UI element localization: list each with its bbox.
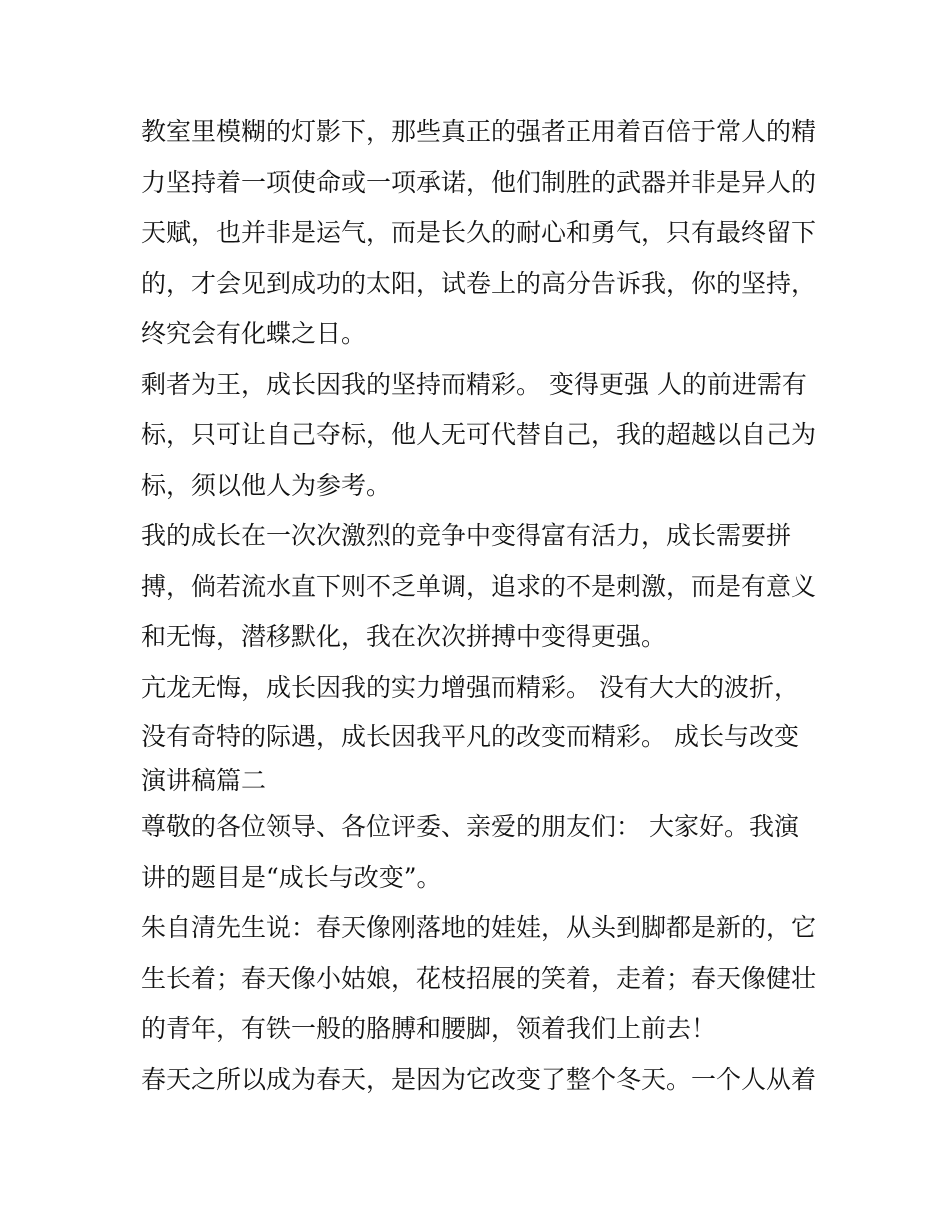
- text-line: 标，须以他人为参考。: [141, 470, 392, 500]
- text-line: 讲的题目是“成长与改变”。: [141, 862, 442, 892]
- text-line: 演讲稿篇二: [141, 766, 267, 795]
- text-line: 力坚持着一项使命或一项承诺，他们制胜的武器并非是异人的: [141, 167, 817, 197]
- text-line: 标，只可让自己夺标，他人无可代替自己，我的超越以自己为: [141, 420, 817, 449]
- text-line: 终究会有化蝶之日。: [141, 319, 367, 348]
- text-line: 生长着；春天像小姑娘，花枝招展的笑着，走着；春天像健壮: [141, 963, 817, 993]
- document-body: [141, 107, 821, 1105]
- text-line: 我的成长在一次次激烈的竞争中变得富有活力，成长需要拼: [141, 521, 792, 550]
- text-line: 尊敬的各位领导、各位评委、亲爱的朋友们： 大家好。我演: [141, 812, 799, 841]
- text-line: 和无悔，潜移默化，我在次次拼搏中变得更强。: [141, 622, 667, 651]
- text-line: 剩者为王，成长因我的坚持而精彩。 变得更强 人的前进需有: [141, 369, 807, 399]
- text-line: 的，才会见到成功的太阳，试卷上的高分告诉我，你的坚持，: [141, 268, 817, 298]
- text-line: 没有奇特的际遇，成长因我平凡的改变而精彩。 成长与改变: [141, 722, 799, 751]
- text-line: 朱自清先生说：春天像刚落地的娃娃，从头到脚都是新的，它: [141, 913, 817, 942]
- text-line: 的青年，有铁一般的胳膊和腰脚，领着我们上前去！: [141, 1014, 717, 1043]
- text-line: 天赋，也并非是运气，而是长久的耐心和勇气，只有最终留下: [141, 218, 817, 247]
- text-line: 春天之所以成为春天，是因为它改变了整个冬天。一个人从着: [141, 1064, 817, 1094]
- text-line: 亢龙无悔，成长因我的实力增强而精彩。 没有大大的波折，: [141, 672, 799, 702]
- text-line: 教室里模糊的灯影下，那些真正的强者正用着百倍于常人的精: [141, 117, 817, 146]
- text-line: 搏，倘若流水直下则不乏单调，追求的不是刺激，而是有意义: [141, 571, 817, 601]
